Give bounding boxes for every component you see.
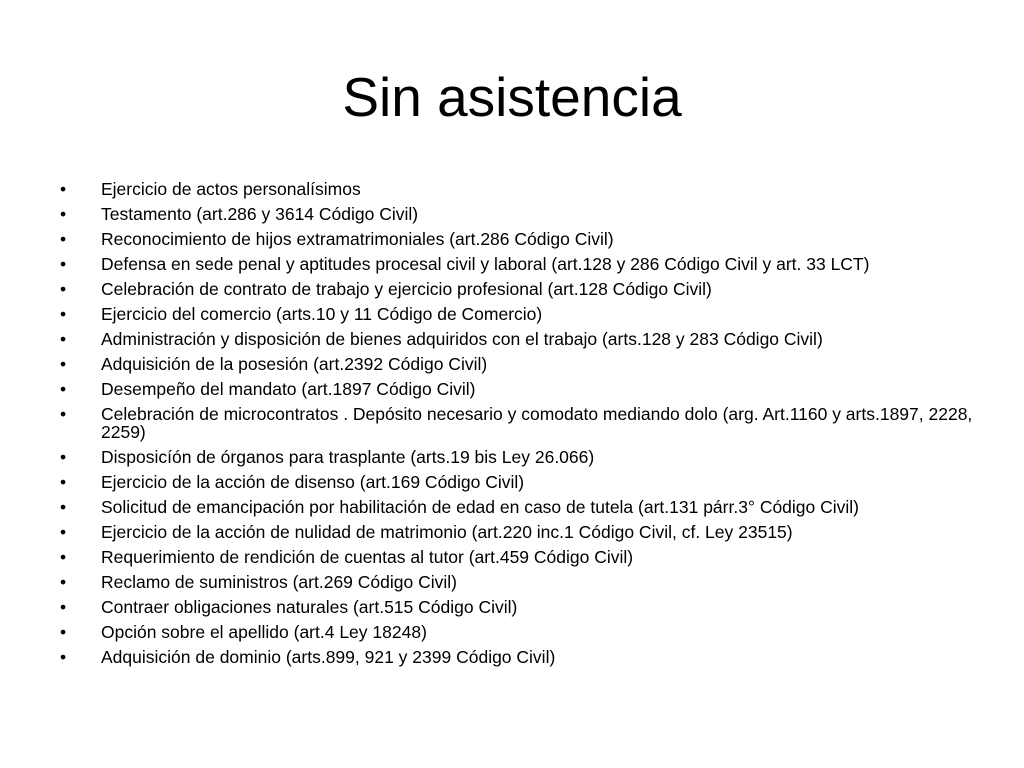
list-item-text: Defensa en sede penal y aptitudes procesal civil y laboral (art.128 y 286 Código Civil y art. 33 LCT) (101, 254, 870, 274)
list-item-text: Reconocimiento de hijos extramatrimoniales (art.286 Código Civil) (101, 229, 614, 249)
list-item-text: Ejercicio de la acción de disenso (art.169 Código Civil) (101, 472, 525, 492)
list-item-text: Requerimiento de rendición de cuentas al tutor (art.459 Código Civil) (101, 547, 634, 567)
bullet-icon: • (60, 572, 67, 592)
list-item (60, 623, 990, 641)
list-item (60, 405, 990, 441)
list-item-text: Ejercicio de actos personalísimos (101, 179, 361, 199)
list-item-text: Adquisición de la posesión (art.2392 Código Civil) (101, 354, 488, 374)
list-item (60, 380, 990, 398)
list-item-text: Celebración de contrato de trabajo y ejercicio profesional (art.128 Código Civil) (101, 279, 712, 299)
list-item (60, 305, 990, 323)
bullet-icon: • (60, 597, 67, 617)
list-item-text: Disposicíón de órganos para trasplante (arts.19 bis Ley 26.066) (101, 447, 595, 467)
list-item (60, 280, 990, 298)
bullet-icon: • (60, 522, 67, 542)
bullet-icon: • (60, 229, 67, 249)
list-item-text: Desempeño del mandato (art.1897 Código Civil) (101, 379, 476, 399)
list-item (60, 648, 990, 666)
list-item (60, 598, 990, 616)
list-item-text: Celebración de microcontratos . Depósito necesario y comodato mediando dolo (arg. Art.1160 y arts.1897, 2228, 2259) (101, 404, 973, 442)
bullet-icon: • (60, 647, 67, 667)
list-item-text: Ejercicio de la acción de nulidad de matrimonio (art.220 inc.1 Código Civil, cf. Ley 23515) (101, 522, 793, 542)
list-item-text: Reclamo de suministros (art.269 Código Civil) (101, 572, 457, 592)
list-item-text: Ejercicio del comercio (arts.10 y 11 Código de Comercio) (101, 304, 543, 324)
bullet-list (60, 180, 990, 673)
bullet-icon: • (60, 179, 67, 199)
bullet-icon: • (60, 379, 67, 399)
list-item (60, 498, 990, 516)
list-item (60, 330, 990, 348)
bullet-icon: • (60, 254, 67, 274)
list-item-text: Testamento (art.286 y 3614 Código Civil) (101, 204, 419, 224)
list-item (60, 230, 990, 248)
list-item (60, 205, 990, 223)
bullet-icon: • (60, 354, 67, 374)
bullet-icon: • (60, 447, 67, 467)
bullet-icon: • (60, 622, 67, 642)
bullet-icon: • (60, 304, 67, 324)
list-item (60, 180, 990, 198)
list-item-text: Adquisición de dominio (arts.899, 921 y 2399 Código Civil) (101, 647, 556, 667)
list-item (60, 573, 990, 591)
slide-title: Sin asistencia (342, 66, 682, 128)
bullet-icon: • (60, 279, 67, 299)
list-item-text: Solicitud de emancipación por habilitación de edad en caso de tutela (art.131 párr.3° Código Civil) (101, 497, 860, 517)
list-item-text: Contraer obligaciones naturales (art.515 Código Civil) (101, 597, 518, 617)
bullet-icon: • (60, 204, 67, 224)
bullet-icon: • (60, 404, 67, 424)
bullet-icon: • (60, 472, 67, 492)
bullet-icon: • (60, 497, 67, 517)
list-item-text: Opción sobre el apellido (art.4 Ley 18248) (101, 622, 427, 642)
list-item (60, 473, 990, 491)
list-item-text: Administración y disposición de bienes adquiridos con el trabajo (arts.128 y 283 Código Civil) (101, 329, 823, 349)
list-item (60, 355, 990, 373)
list-item (60, 255, 990, 273)
list-item (60, 448, 990, 466)
list-item (60, 523, 990, 541)
bullet-icon: • (60, 547, 67, 567)
bullet-icon: • (60, 329, 67, 349)
list-item (60, 548, 990, 566)
